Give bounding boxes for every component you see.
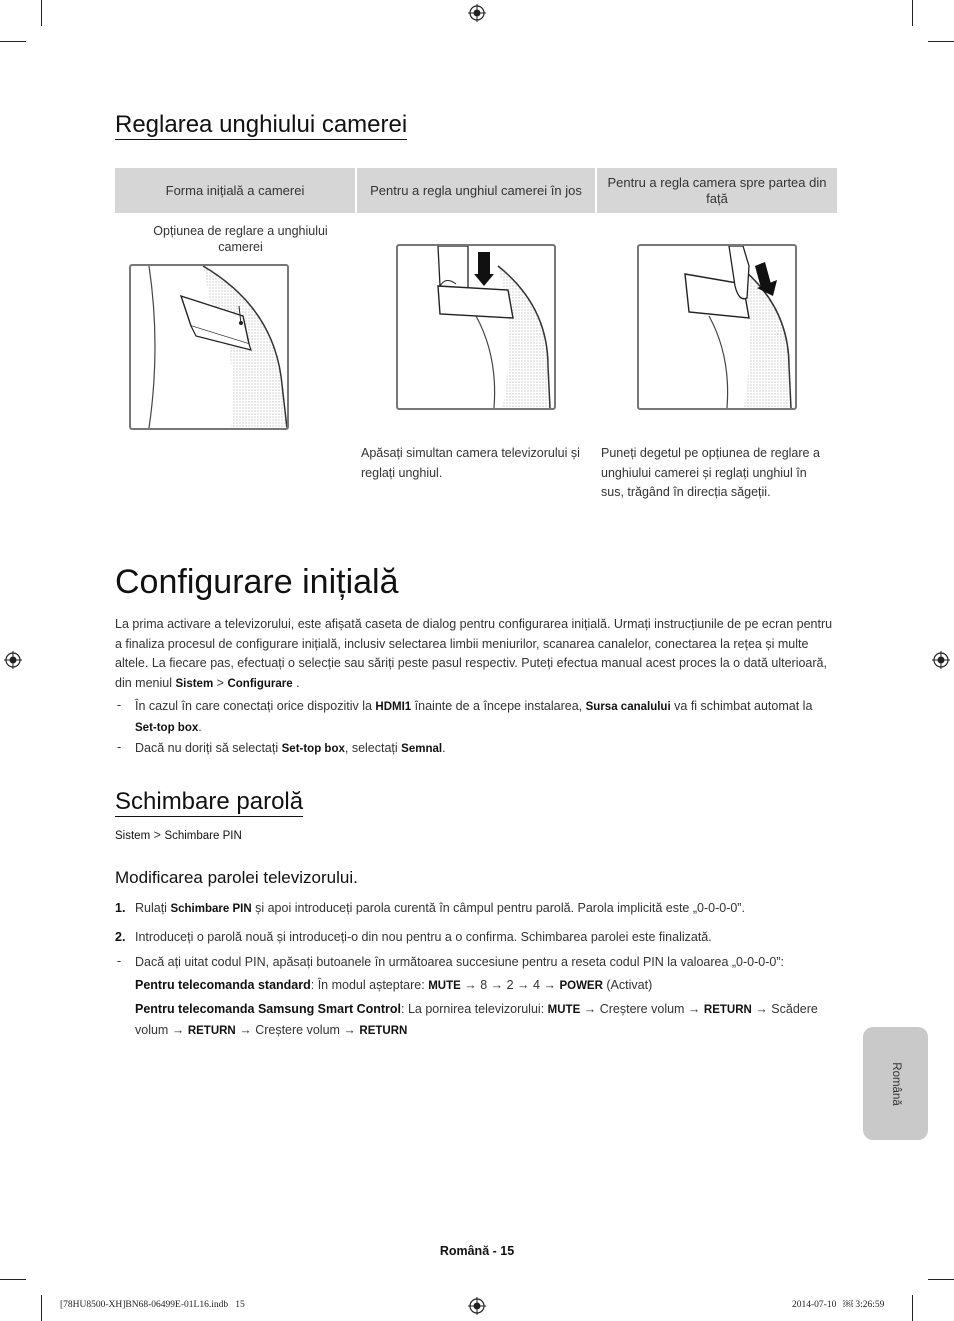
- step-text: și apoi introduceți parola curentă în câmpul pentru parolă. Parola implicită este „0-0-0-0”.: [255, 901, 745, 915]
- menu-sistem: Sistem: [175, 677, 214, 690]
- step-text: : În modul așteptare:: [310, 978, 425, 992]
- registration-mark-icon: [468, 4, 486, 22]
- note-hdmi: [135, 697, 835, 738]
- intro-text: La prima activare a televizorului, este afișată caseta de dialog pentru configurarea inițială. Urmați instrucțiunile de pe ecran pentru a finaliza procesul de configurare inițială, inclusiv selectarea limbii meniurilor, scanarea canalelor, conectarea la rețea și multe altele. La fiecare pas, efectuați o selecție sau săriți peste pasul respectiv. Puteți efectua manual acest proces la o dată ulterioară, din meniul: [115, 617, 833, 690]
- pin-reset-note: Dacă ați uitat codul PIN, apăsați butoanele în următoarea succesiune pentru a reseta codul PIN la valoarea „0-0-0-0”:: [135, 955, 784, 969]
- registration-mark-icon: [468, 1297, 486, 1315]
- table-header-front: [597, 168, 837, 213]
- step-text: → Scădere volum →: [135, 1002, 818, 1037]
- step-text: (Activat): [606, 978, 653, 992]
- menu-separator: >: [216, 675, 224, 690]
- period: .: [198, 719, 202, 734]
- path-separator: >: [153, 828, 161, 842]
- note-dash: -: [117, 740, 122, 754]
- standard-remote-label: Pentru telecomanda standard: [135, 978, 311, 992]
- header-label: Pentru a regla camera spre partea din față: [607, 174, 827, 206]
- registration-mark-icon: [932, 651, 950, 669]
- schimbare-pin-label: Schimbare PIN: [170, 903, 252, 915]
- step-2: Introduceți o parolă nouă și introduceți-o din nou pentru a o confirma. Schimbarea parolei este finalizată.: [135, 930, 712, 944]
- power-label: POWER: [559, 980, 603, 992]
- set-top-box-label: Set-top box: [281, 743, 345, 755]
- standard-remote-line: [135, 976, 840, 997]
- crop-mark: [0, 41, 26, 42]
- note-dash: -: [117, 954, 122, 968]
- step-text: → Creștere volum →: [239, 1022, 356, 1037]
- step-number: 1.: [115, 901, 126, 915]
- sursa-canalului-label: Sursa canalului: [585, 701, 671, 713]
- return-label: RETURN: [187, 1024, 236, 1037]
- step-text: : La pornirea televizorului:: [401, 1002, 545, 1016]
- side-tab-label: Română: [889, 1061, 902, 1106]
- camera-drawing-icon: [131, 266, 287, 428]
- crop-mark: [41, 1295, 42, 1321]
- crop-mark: [912, 1295, 913, 1321]
- note-text: , selectați: [344, 741, 398, 755]
- path-sistem: Sistem: [115, 830, 151, 842]
- crop-mark: [928, 41, 954, 42]
- page-number: Română - 15: [439, 1244, 515, 1258]
- print-date: 2014-07-10 ￼ 3:26:59: [792, 1300, 885, 1310]
- menu-path: [115, 826, 242, 847]
- step-text: → Creștere volum →: [583, 1002, 701, 1016]
- semnal-label: Semnal: [401, 743, 443, 755]
- note-text: În cazul în care conectați orice dispozitiv la: [135, 699, 372, 713]
- camera-illustration-initial: [129, 264, 289, 430]
- step-1: [135, 899, 840, 920]
- step-text: → 8 → 2 → 4 →: [464, 978, 556, 992]
- section-title-change-password: Schimbare parolă: [115, 788, 304, 815]
- note-dash: -: [117, 698, 122, 712]
- language-side-tab: [863, 1027, 928, 1140]
- return-label: RETURN: [359, 1024, 408, 1037]
- section-title-camera-angle: Reglarea unghiului camerei: [115, 111, 408, 138]
- camera-illustration-front: [637, 244, 797, 410]
- subsection-title: Modificarea parolei televizorului.: [115, 868, 358, 887]
- crop-mark: [928, 1279, 954, 1280]
- step-number: 2.: [115, 930, 126, 944]
- header-label: Pentru a regla unghiul camerei în jos: [370, 182, 582, 198]
- return-label: RETURN: [703, 1004, 752, 1016]
- note-text: înainte de a începe instalarea,: [414, 699, 583, 713]
- camera-press-down-drawing-icon: [398, 246, 554, 408]
- smart-control-label: Pentru telecomanda Samsung Smart Control: [135, 1002, 402, 1016]
- camera-pull-up-drawing-icon: [639, 246, 795, 408]
- note-text: Dacă nu doriți să selectați: [135, 741, 279, 755]
- period: .: [442, 741, 446, 755]
- caption-press-down: Apăsați simultan camera televizorului și reglați unghiul.: [361, 446, 580, 480]
- mute-label: MUTE: [547, 1004, 581, 1016]
- set-top-box-label: Set-top box: [135, 721, 199, 734]
- menu-configurare: Configurare: [227, 677, 293, 690]
- caption-pull-up: Puneți degetul pe opțiunea de reglare a unghiului camerei și reglați unghiul în sus, trăgând în direcția săgeții.: [601, 446, 820, 499]
- registration-mark-icon: [4, 651, 22, 669]
- table-header-down: [357, 168, 595, 213]
- smart-control-line: [135, 1000, 840, 1041]
- note-semnal: [135, 739, 840, 760]
- option-label: Opțiunea de reglare a unghiului camerei: [153, 224, 328, 254]
- section-title-initial-setup: Configurare inițială: [115, 563, 399, 601]
- table-header-initial: [115, 168, 355, 213]
- note-text: va fi schimbat automat la: [674, 699, 813, 713]
- camera-illustration-down: [396, 244, 556, 410]
- hdmi1-label: HDMI1: [375, 701, 412, 713]
- initial-setup-intro: [115, 615, 839, 694]
- step-text: Rulați: [135, 901, 167, 915]
- path-schimbare-pin: Schimbare PIN: [164, 830, 242, 842]
- file-info: [78HU8500-XH]BN68-06499E-01L16.indb 15: [60, 1300, 245, 1310]
- period: .: [296, 675, 300, 690]
- mute-label: MUTE: [428, 980, 461, 992]
- crop-mark: [0, 1279, 26, 1280]
- header-label: Forma inițială a camerei: [165, 182, 305, 198]
- crop-mark: [41, 0, 42, 26]
- crop-mark: [912, 0, 913, 26]
